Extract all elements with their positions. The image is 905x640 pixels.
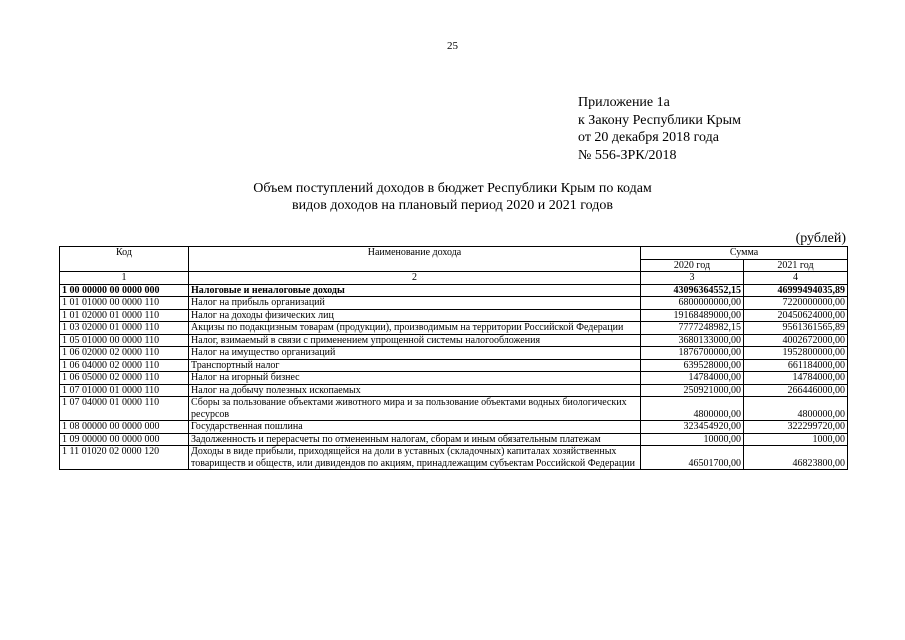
amount-2021: 14784000,00: [744, 372, 848, 385]
title-line: видов доходов на плановый период 2020 и 2021 годов: [292, 198, 613, 213]
revenue-code: 1 06 05000 02 0000 110: [60, 372, 189, 385]
amount-2020: 10000,00: [641, 433, 744, 446]
amount-2020: 14784000,00: [641, 372, 744, 385]
header-name: Наименование дохода: [189, 247, 641, 272]
revenue-name: Государственная пошлина: [189, 421, 641, 434]
revenue-code: 1 06 04000 02 0000 110: [60, 359, 189, 372]
amount-2020: 43096364552,15: [641, 284, 744, 297]
header-year-2020: 2020 год: [641, 259, 744, 272]
revenue-name: Задолженность и перерасчеты по отмененным налогам, сборам и иным обязательным платежам: [189, 433, 641, 446]
table-row: [60, 309, 848, 322]
amount-2021: 266446000,00: [744, 384, 848, 397]
amount-2020: 639528000,00: [641, 359, 744, 372]
table-row: [60, 359, 848, 372]
page-number: 25: [447, 40, 458, 52]
table-row: [60, 433, 848, 446]
amount-2021: 7220000000,00: [744, 297, 848, 310]
amount-2020: 46501700,00: [641, 446, 744, 470]
appendix-line: от 20 декабря 2018 года: [578, 130, 719, 145]
amount-2020: 3680133000,00: [641, 334, 744, 347]
revenue-name: Налог на добычу полезных ископаемых: [189, 384, 641, 397]
revenue-name: Доходы в виде прибыли, приходящейся на доли в уставных (складочных) капиталах хозяйственных товариществ и обществ, или дивидендов по акциям, принадлежащим субъектам Российской Федерации: [189, 446, 641, 470]
header-sum: Сумма: [641, 247, 848, 260]
appendix-line: Приложение 1а: [578, 95, 670, 110]
amount-2021: 1000,00: [744, 433, 848, 446]
revenue-code: 1 11 01020 02 0000 120: [60, 446, 189, 470]
amount-2021: 46999494035,89: [744, 284, 848, 297]
revenue-code: 1 08 00000 00 0000 000: [60, 421, 189, 434]
amount-2020: 4800000,00: [641, 397, 744, 421]
units-label: (рублей): [795, 231, 846, 246]
amount-2021: 46823800,00: [744, 446, 848, 470]
amount-2020: 7777248982,15: [641, 322, 744, 335]
appendix-header: [578, 94, 741, 164]
column-index: 2: [189, 272, 641, 285]
amount-2020: 250921000,00: [641, 384, 744, 397]
revenue-code: 1 09 00000 00 0000 000: [60, 433, 189, 446]
revenue-code: 1 05 01000 00 0000 110: [60, 334, 189, 347]
revenue-name: Налог на игорный бизнес: [189, 372, 641, 385]
amount-2021: 20450624000,00: [744, 309, 848, 322]
table-row: [60, 347, 848, 360]
revenue-code: 1 01 02000 01 0000 110: [60, 309, 189, 322]
appendix-line: № 556-ЗРК/2018: [578, 147, 677, 163]
revenue-name: Налог на имущество организаций: [189, 347, 641, 360]
revenue-name: Транспортный налог: [189, 359, 641, 372]
amount-2021: 9561361565,89: [744, 322, 848, 335]
revenue-name: Сборы за пользование объектами животного мира и за пользование объектами водных биологических ресурсов: [189, 397, 641, 421]
table-header: [60, 247, 848, 272]
column-index: 4: [744, 272, 848, 285]
amount-2021: 1952800000,00: [744, 347, 848, 360]
amount-2021: 4002672000,00: [744, 334, 848, 347]
revenue-name: Налог на прибыль организаций: [189, 297, 641, 310]
revenue-code: 1 01 01000 00 0000 110: [60, 297, 189, 310]
table-row: [60, 421, 848, 434]
appendix-line: к Закону Республики Крым: [578, 112, 741, 128]
revenue-table: [59, 246, 848, 470]
revenue-name: Акцизы по подакцизным товарам (продукции), производимым на территории Российской Федерации: [189, 322, 641, 335]
revenue-code: 1 03 02000 01 0000 110: [60, 322, 189, 335]
header-code: Код: [60, 247, 189, 272]
revenue-name: Налог на доходы физических лиц: [189, 309, 641, 322]
column-index-row: [60, 272, 848, 285]
table-row: [60, 322, 848, 335]
table-row: [60, 397, 848, 421]
amount-2021: 4800000,00: [744, 397, 848, 421]
document-title: [0, 180, 905, 214]
header-year-2021: 2021 год: [744, 259, 848, 272]
table-row: [60, 334, 848, 347]
amount-2020: 6800000000,00: [641, 297, 744, 310]
revenue-code: 1 07 04000 01 0000 110: [60, 397, 189, 421]
table-row: [60, 446, 848, 470]
table-row: [60, 284, 848, 297]
amount-2021: 322299720,00: [744, 421, 848, 434]
column-index: 3: [641, 272, 744, 285]
table-row: [60, 384, 848, 397]
table-body: [60, 272, 848, 470]
revenue-code: 1 07 01000 01 0000 110: [60, 384, 189, 397]
amount-2020: 323454920,00: [641, 421, 744, 434]
amount-2020: 1876700000,00: [641, 347, 744, 360]
revenue-code: 1 06 02000 02 0000 110: [60, 347, 189, 360]
amount-2020: 19168489000,00: [641, 309, 744, 322]
table-row: [60, 372, 848, 385]
amount-2021: 661184000,00: [744, 359, 848, 372]
title-line: Объем поступлений доходов в бюджет Республики Крым по кодам: [253, 181, 652, 196]
column-index: 1: [60, 272, 189, 285]
revenue-code: 1 00 00000 00 0000 000: [60, 284, 189, 297]
revenue-name: Налоговые и неналоговые доходы: [189, 284, 641, 297]
revenue-name: Налог, взимаемый в связи с применением упрощенной системы налогообложения: [189, 334, 641, 347]
table-row: [60, 297, 848, 310]
